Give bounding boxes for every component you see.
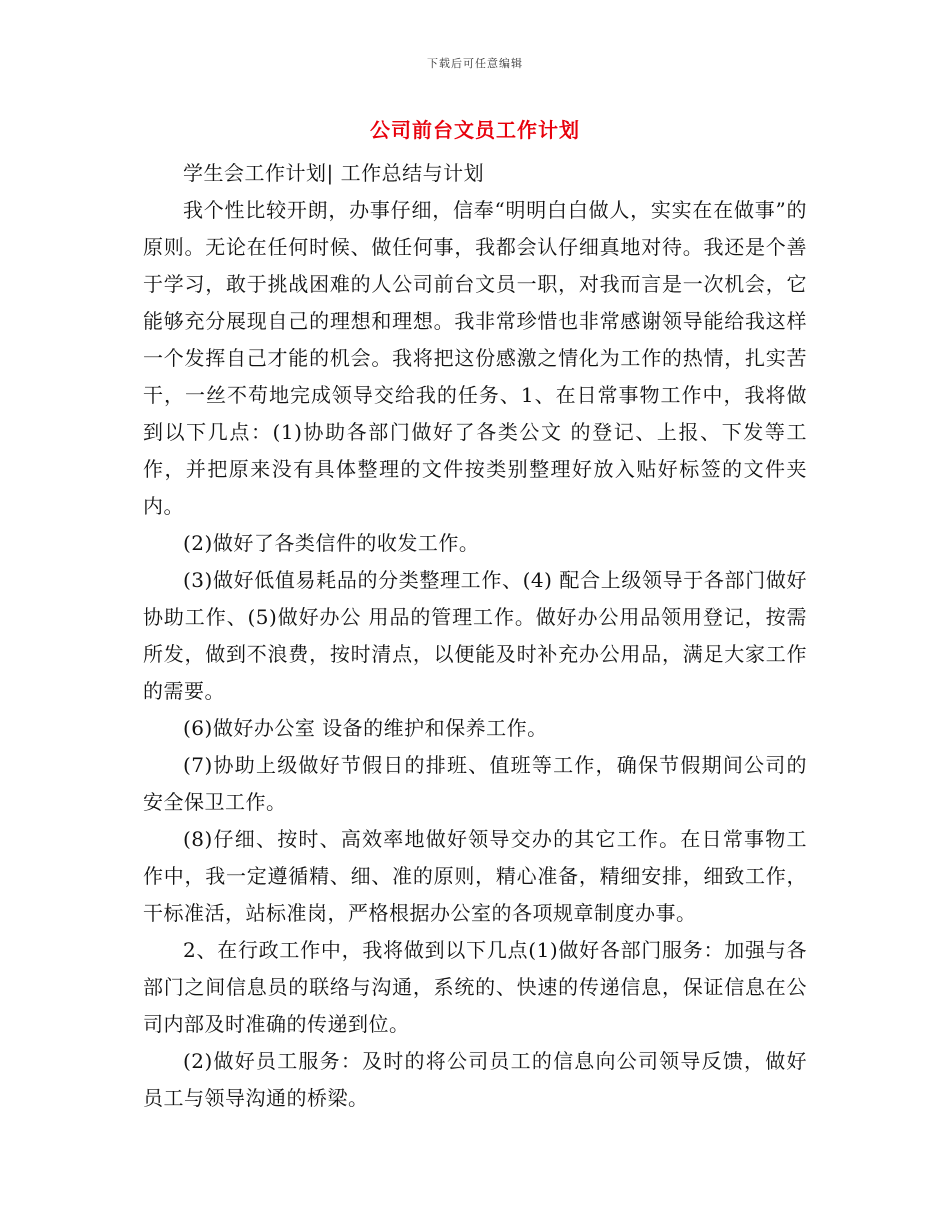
document-body: [143, 155, 807, 1117]
paragraph: (6)做好办公室 设备的维护和保养工作。: [183, 716, 548, 740]
document-title: 公司前台文员工作计划: [370, 118, 580, 142]
paragraph: (8)仔细、按时、高效率地做好领导交办的其它工作。在日常事物工作中，我一定遵循精、细、准的原则，精心准备，精细安排，细致工作，干标准活，站标准岗，严格根据办公室的各项规章制度办事。: [143, 827, 807, 925]
paragraph: 我个性比较开朗，办事仔细，信奉“明明白白做人，实实在在做事”的原则。无论在任何时候、做任何事，我都会认仔细真地对待。我还是个善于学习，敢于挑战困难的人公司前台文员一职，对我而言是一次机会，它能够充分展现自己的理想和理想。我非常珍惜也非常感谢领导能给我这样一个发挥自己才能的机会。我将把这份感激之情化为工作的热情，扎实苦干，一丝不苟地完成领导交给我的任务、1、在日常事物工作中，我将做到以下几点：(1)协助各部门做好了各类公文 的登记、上报、下发等工作，并把原来没有具体整理的文件按类别整理好放入贴好标签的文件夹内。: [143, 198, 807, 518]
header-note: 下载后可任意编辑: [427, 57, 523, 70]
paragraph: (7)协助上级做好节假日的排班、值班等工作，确保节假期间公司的安全保卫工作。: [143, 753, 807, 814]
paragraph: (3)做好低值易耗品的分类整理工作、(4) 配合上级领导于各部门做好协助工作、(5)做好办公 用品的管理工作。做好办公用品领用登记，按需所发，做到不浪费，按时清点，以便能及时补充办公用品，满足大家工作的需要。: [143, 568, 807, 703]
document-subtitle: 学生会工作计划| 工作总结与计划: [183, 161, 485, 185]
paragraph: 2、在行政工作中，我将做到以下几点(1)做好各部门服务：加强与各部门之间信息员的联络与沟通，系统的、快速的传递信息，保证信息在公司内部及时准确的传递到位。: [143, 938, 807, 1036]
paragraph: (2)做好了各类信件的收发工作。: [183, 531, 480, 555]
paragraph: (2)做好员工服务：及时的将公司员工的信息向公司领导反馈，做好员工与领导沟通的桥梁。: [143, 1049, 807, 1110]
